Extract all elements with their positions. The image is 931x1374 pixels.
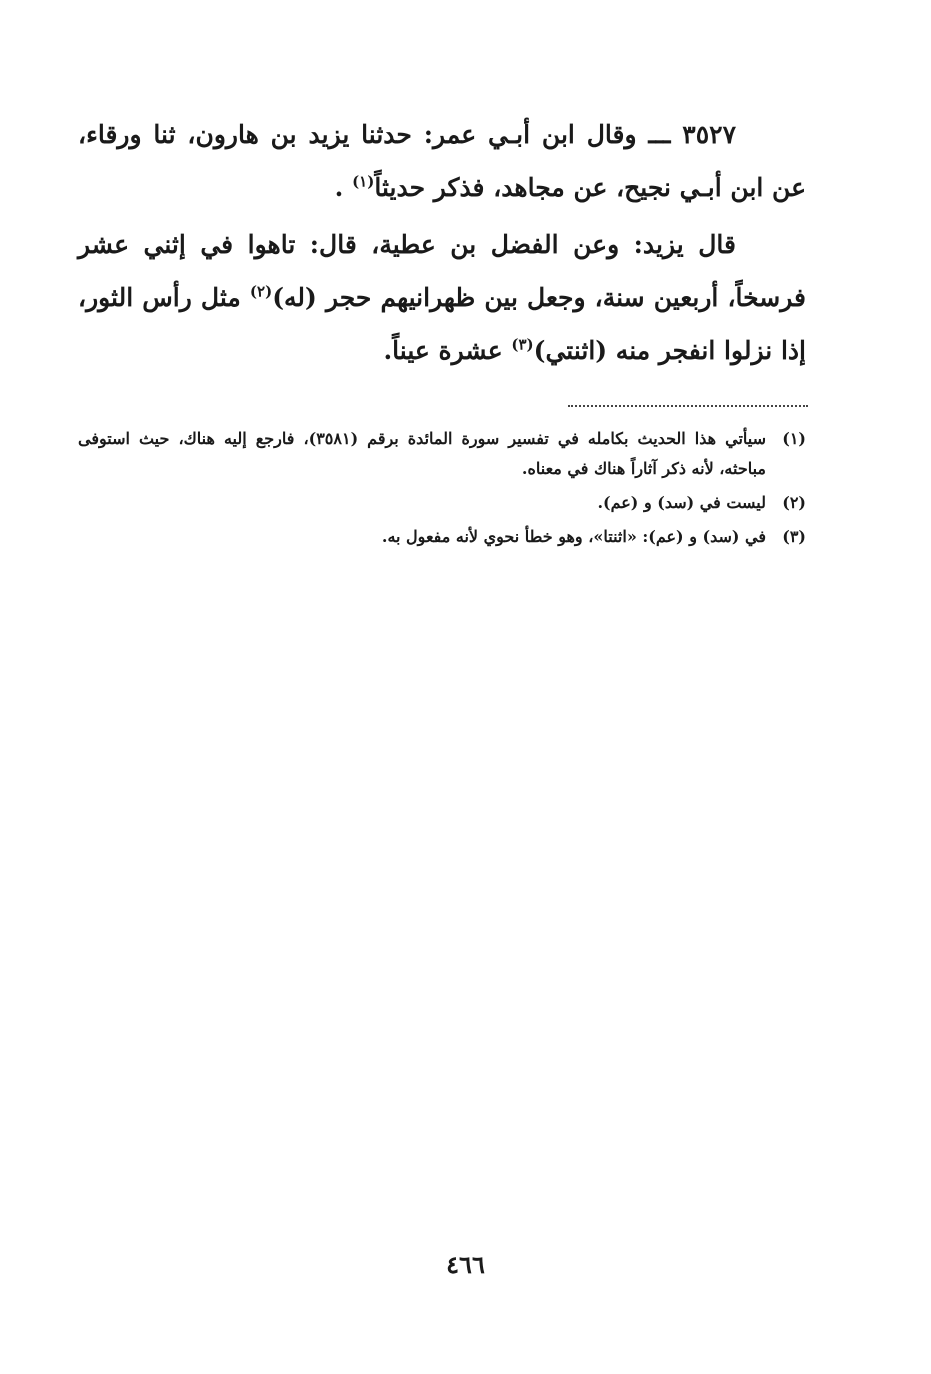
paragraph-text: وقال ابن أبـي عمر: حدثنا يزيد بن هارون، ثنا ورقاء، عن ابن أبـي نجيح، عن مجاهد، فذكر حديثاً bbox=[78, 120, 806, 202]
footnotes bbox=[78, 424, 806, 556]
period: . bbox=[334, 173, 344, 202]
paragraph-text-a: قال يزيد: وعن الفضل بن عطية، قال: تاهوا في إثني عشر فرسخاً، أربعين سنة، وجعل بين ظهرانيهم حجر (له) bbox=[78, 230, 806, 312]
paragraph-text-c: عشرة عيناً. bbox=[383, 336, 503, 365]
main-text bbox=[78, 108, 806, 377]
footnote-ref-2[interactable]: (٢) bbox=[249, 282, 273, 301]
footnote-ref-3[interactable]: (٣) bbox=[511, 335, 534, 354]
footnote-text: في (سد) و (عم): «اثنتا»، وهو خطأ نحوي لأنه مفعول به. bbox=[381, 527, 766, 546]
footnote-text: سيأتي هذا الحديث بكامله في تفسير سورة المائدة برقم (٣٥٨١)، فارجع إليه هناك، حيث استوفى مباحثه، لأنه ذكر آثاراً هناك في معناه. bbox=[78, 429, 767, 478]
page-number: ٤٦٦ bbox=[446, 1250, 485, 1279]
paragraph-text-b: مثل رأس الثور، إذا نزلوا انفجر منه (اثنتي) bbox=[78, 283, 806, 365]
hadith-number: ٣٥٢٧ bbox=[682, 120, 736, 149]
footnote-number: (٣) bbox=[782, 527, 806, 546]
footnote-number: (١) bbox=[782, 429, 806, 448]
footnote-item bbox=[78, 488, 806, 518]
footnote-item bbox=[78, 424, 806, 484]
hadith-paragraph bbox=[78, 108, 806, 214]
footnote-number: (٢) bbox=[782, 493, 806, 512]
footnote-ref-1[interactable]: (١) bbox=[352, 172, 375, 191]
narration-paragraph bbox=[78, 218, 806, 377]
footnote-separator bbox=[568, 391, 808, 407]
dash: ـــ bbox=[648, 120, 671, 149]
footnote-text: ليست في (سد) و (عم). bbox=[597, 493, 766, 512]
footnote-item bbox=[78, 522, 806, 552]
